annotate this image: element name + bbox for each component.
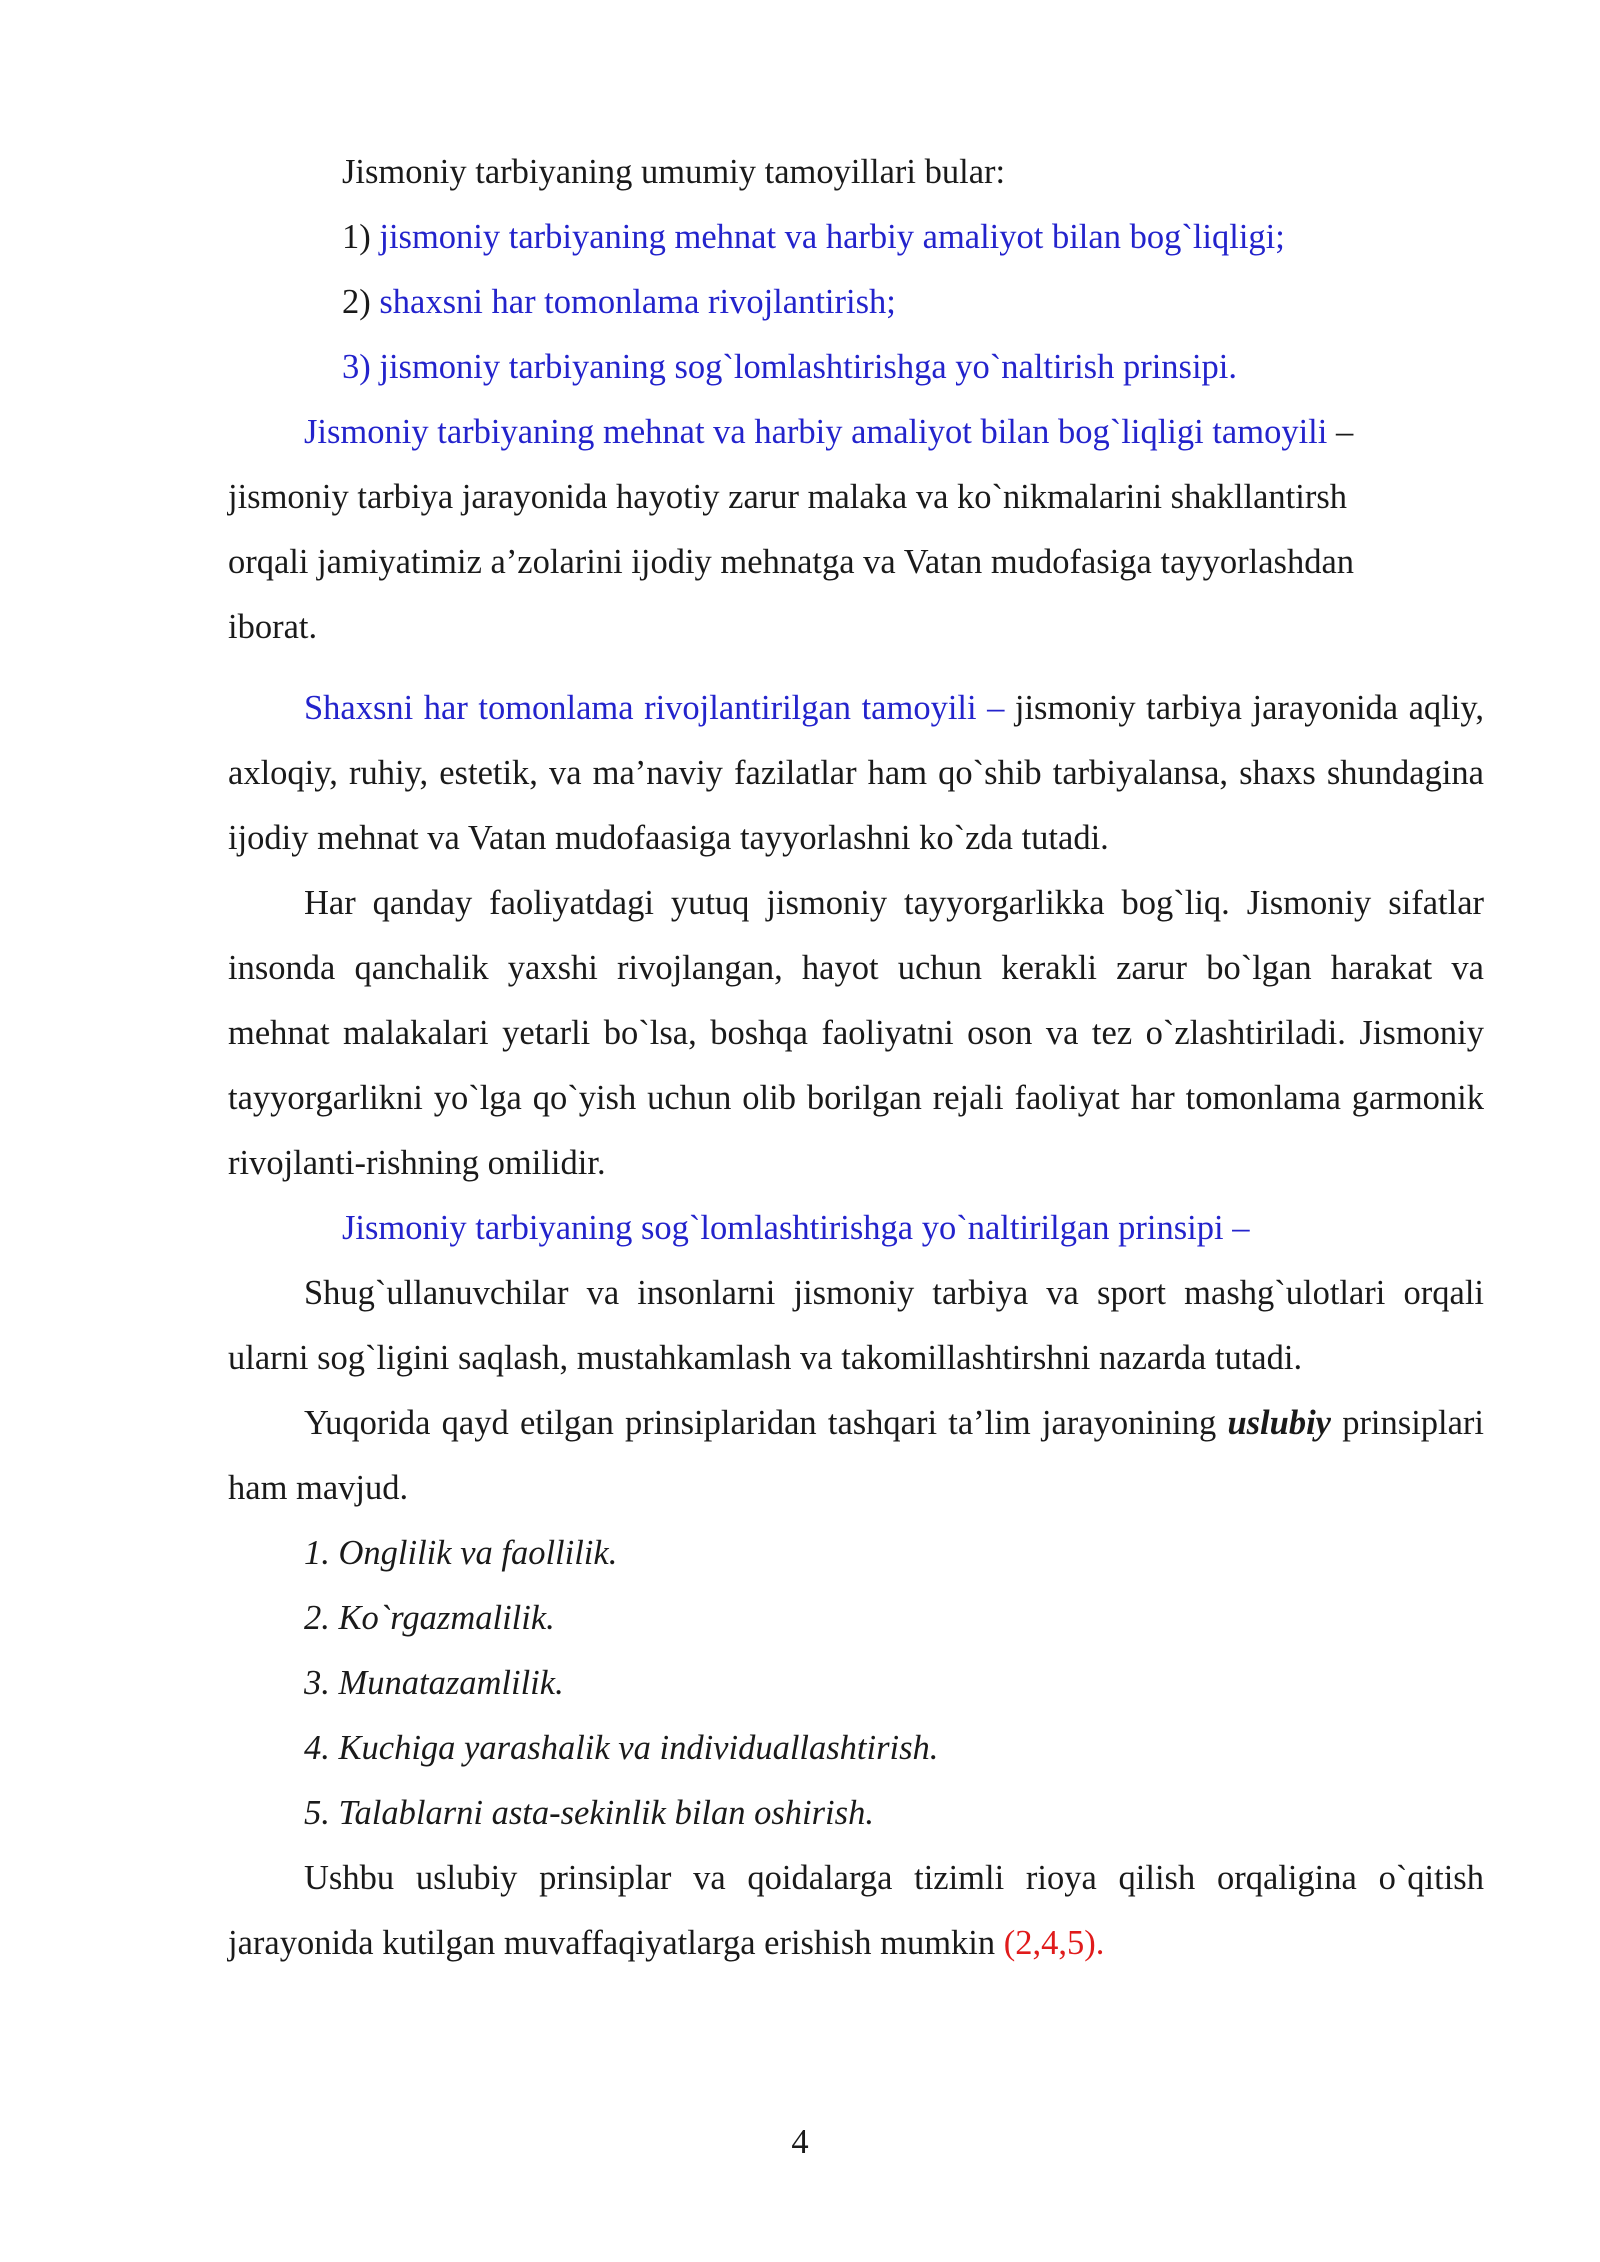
para5-after: prinsiplari ham mavjud.: [228, 1404, 1484, 1507]
principle-1-text: jismoniy tarbiyaning mehnat va harbiy amaliyot bilan bog`liqligi;: [379, 218, 1285, 256]
page-number: 4: [791, 2123, 809, 2161]
reference-citation: (2,4,5).: [1003, 1924, 1105, 1962]
principle-2: [228, 270, 1484, 335]
paragraph-methodical-intro: [228, 1391, 1484, 1521]
methodical-list: [228, 1521, 1484, 1846]
para1-line3: orqali jamiyatimiz a’zolarini ijodiy mehnatga va Vatan mudofasiga tayyorlashdan: [228, 543, 1355, 581]
principle-2-text: shaxsni har tomonlama rivojlantirish;: [379, 283, 896, 321]
para1-term: Jismoniy tarbiyaning mehnat va harbiy amaliyot bilan bog`liqligi tamoyili: [304, 413, 1328, 451]
para4-heading: Jismoniy tarbiyaning sog`lomlashtirishga yo`naltirilgan prinsipi –: [342, 1209, 1250, 1247]
para5-emphasis: uslubiy: [1227, 1404, 1331, 1442]
para1-dash: –: [1327, 413, 1354, 451]
paragraph-conclusion: [228, 1846, 1484, 1976]
document-body: [228, 140, 1484, 1976]
principle-2-number: 2): [342, 283, 380, 321]
methodical-item-2: 2. Ko`rgazmalilik.: [304, 1599, 555, 1637]
methodical-item-3: 3. Munatazamlilik.: [304, 1664, 564, 1702]
para1-line1: [228, 400, 1484, 465]
paragraph-physical-readiness: [228, 871, 1484, 1196]
methodical-item-1: 1. Onglilik va faollilik.: [304, 1534, 618, 1572]
para2-term: Shaxsni har tomonlama rivojlantirilgan tamoyili –: [304, 689, 1005, 727]
paragraph-comprehensive: [228, 676, 1484, 871]
para4-text: Shug`ullanuvchilar va insonlarni jismoniy tarbiya va sport mashg`ulotlari orqali ularni sog`ligini saqlash, mustahkamlash va takomillashtirshni nazarda tutadi.: [228, 1274, 1484, 1377]
paragraph-labor-military: [228, 400, 1484, 660]
intro-text: Jismoniy tarbiyaning umumiy tamoyillari bular:: [342, 153, 1006, 191]
methodical-item-5: 5. Talablarni asta-sekinlik bilan oshirish.: [304, 1794, 874, 1832]
para6-text: Ushbu uslubiy prinsiplar va qoidalarga tizimli rioya qilish orqaligina o`qitish jarayonida kutilgan muvaffaqiyatlarga erishish mumkin: [228, 1859, 1484, 1962]
methodical-item-4: 4. Kuchiga yarashalik va individuallashtirish.: [304, 1729, 939, 1767]
paragraph-gap: [228, 660, 1484, 676]
para2-text: jismoniy tarbiya jarayonida aqliy, axloqiy, ruhiy, estetik, va ma’naviy fazilatlar ham qo`shib tarbiyalansa, shaxs shundagina ijodiy mehnat va Vatan mudofaasiga tayyorlashni ko`zda tutadi.: [228, 689, 1484, 857]
para1-line2: jismoniy tarbiya jarayonida hayotiy zarur malaka va ko`nikmalarini shakllantirsh: [228, 478, 1347, 516]
principle-1-number: 1): [342, 218, 380, 256]
para1-line4: iborat.: [228, 608, 318, 646]
principle-3-text: 3) jismoniy tarbiyaning sog`lomlashtirishga yo`naltirish prinsipi.: [342, 348, 1237, 386]
principle-1: [228, 205, 1484, 270]
paragraph-health: [228, 1261, 1484, 1391]
para3-text: Har qanday faoliyatdagi yutuq jismoniy tayyorgarlikka bog`liq. Jismoniy sifatlar insonda qanchalik yaxshi rivojlangan, hayot uchun kerakli zarur bo`lgan harakat va mehnat malakalari yetarli bo`lsa, boshqa faoliyatni oson va tez o`zlashtiriladi. Jismoniy tayyorgarlikni yo`lga qo`yish uchun olib borilgan rejali faoliyat har tomonlama garmonik rivojlanti-rishning omilidir.: [228, 884, 1484, 1182]
para5-before: Yuqorida qayd etilgan prinsiplaridan tashqari ta’lim jarayonining: [304, 1404, 1228, 1442]
para4-heading-line: [228, 1196, 1484, 1261]
principle-3: [228, 335, 1484, 400]
intro-line: [228, 140, 1484, 205]
